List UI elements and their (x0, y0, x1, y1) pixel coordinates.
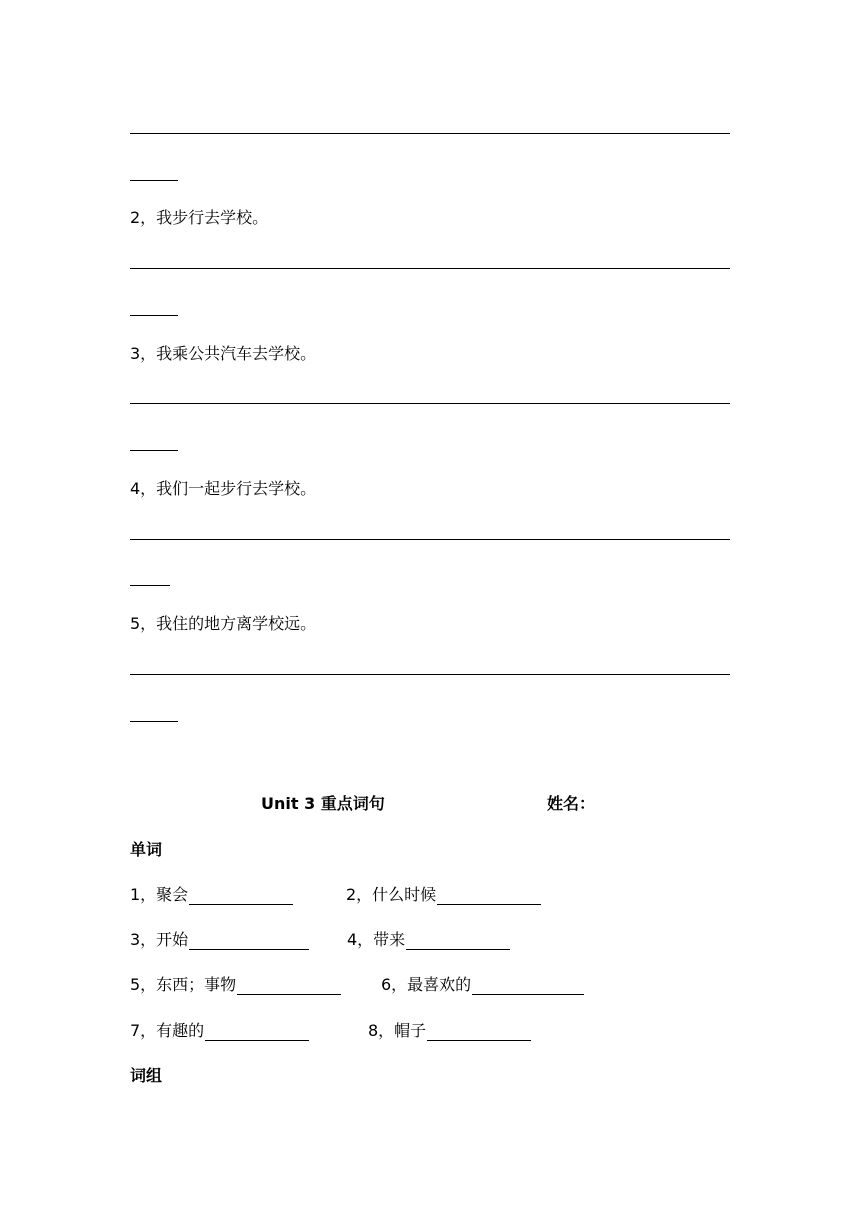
name-label: 姓名： (547, 794, 596, 813)
vocab-blank[interactable] (189, 888, 293, 905)
sentence-prompt: 3，我乘公共汽车去学校。 (130, 344, 317, 363)
vocab-blank[interactable] (406, 933, 510, 950)
answer-line-continuation[interactable] (130, 180, 178, 181)
vocab-label: 3，开始 (130, 930, 189, 949)
answer-line-continuation[interactable] (130, 450, 178, 451)
answer-line-continuation[interactable] (130, 315, 178, 316)
vocab-label: 8，帽子 (368, 1021, 427, 1040)
vocab-heading: 单词 (130, 840, 163, 859)
answer-line-continuation[interactable] (130, 721, 178, 722)
vocab-blank[interactable] (427, 1024, 531, 1041)
vocab-blank[interactable] (189, 933, 309, 950)
answer-line[interactable] (130, 403, 730, 404)
vocab-label: 4，带来 (347, 930, 406, 949)
vocab-item (347, 930, 510, 950)
answer-line[interactable] (130, 539, 730, 540)
vocab-label: 2，什么时候 (346, 885, 437, 904)
sentence-prompt: 2，我步行去学校。 (130, 208, 269, 227)
vocab-blank[interactable] (472, 978, 584, 995)
vocab-item (130, 1021, 309, 1041)
vocab-label: 5，东西；事物 (130, 975, 237, 994)
unit-title: Unit 3 重点词句 (261, 794, 385, 813)
vocab-item (346, 885, 541, 905)
vocab-blank[interactable] (205, 1024, 309, 1041)
vocab-item (130, 975, 341, 995)
phrases-heading: 词组 (130, 1066, 163, 1085)
vocab-item (130, 885, 293, 905)
vocab-label: 1，聚会 (130, 885, 189, 904)
sentence-prompt: 4，我们一起步行去学校。 (130, 479, 317, 498)
vocab-label: 7，有趣的 (130, 1021, 205, 1040)
answer-line[interactable] (130, 133, 730, 134)
vocab-item (130, 930, 309, 950)
answer-line[interactable] (130, 268, 730, 269)
answer-line-continuation[interactable] (130, 585, 170, 586)
answer-line[interactable] (130, 674, 730, 675)
vocab-blank[interactable] (437, 888, 541, 905)
vocab-item (368, 1021, 531, 1041)
vocab-item (381, 975, 584, 995)
sentence-prompt: 5，我住的地方离学校远。 (130, 614, 317, 633)
vocab-blank[interactable] (237, 978, 341, 995)
vocab-label: 6，最喜欢的 (381, 975, 472, 994)
